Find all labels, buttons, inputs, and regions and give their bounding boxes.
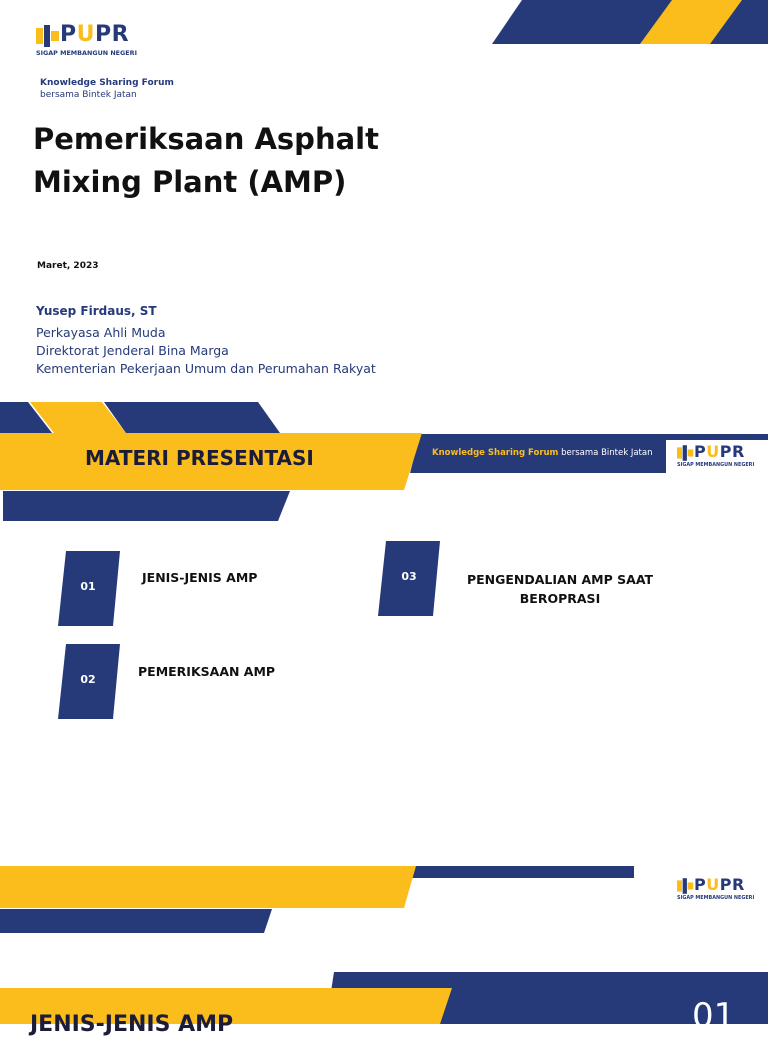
- author-ministry: Kementerian Pekerjaan Umum dan Perumahan Rakyat: [36, 361, 376, 376]
- materi-heading: MATERI PRESENTASI: [85, 446, 314, 470]
- pupr-tagline: SIGAP MEMBANGUN NEGERI: [677, 895, 755, 901]
- item-label-pemeriksaan: PEMERIKSAAN AMP: [138, 664, 276, 679]
- presentation-date: Maret, 2023: [37, 261, 99, 271]
- pupr-wordmark: PUPR: [694, 875, 745, 894]
- forum-banner-rest: bersama Bintek Jatan: [558, 448, 653, 458]
- item-label-jenis: JENIS-JENIS AMP: [142, 570, 258, 585]
- author-role: Perkayasa Ahli Muda: [36, 325, 166, 340]
- item-number-02: 02: [80, 673, 96, 686]
- pupr-emblem-icon: [677, 878, 694, 894]
- author-name: Yusep Firdaus, ST: [36, 304, 157, 318]
- forum-line-1: Knowledge Sharing Forum: [40, 78, 174, 88]
- item-number-03: 03: [401, 570, 417, 583]
- section-number: 01: [692, 996, 736, 1036]
- forum-banner-highlight: Knowledge Sharing Forum: [432, 448, 559, 458]
- pupr-tagline: SIGAP MEMBANGUN NEGERI: [677, 462, 755, 468]
- forum-banner-text: [432, 448, 652, 458]
- slide3-banner: [0, 862, 768, 1024]
- item-label-pengendalian: PENGENDALIAN AMP SAAT BEROPRASI: [466, 572, 654, 606]
- pupr-logo-small: [677, 877, 762, 905]
- forum-line-2: bersama Bintek Jatan: [40, 90, 137, 100]
- page-title: Pemeriksaan Asphalt Mixing Plant (AMP): [33, 122, 379, 199]
- jenis-heading: JENIS-JENIS AMP: [30, 1012, 234, 1037]
- pupr-wordmark: PUPR: [694, 442, 745, 461]
- pupr-emblem-icon: [677, 445, 694, 461]
- pupr-logo-small: [677, 444, 762, 472]
- pupr-wordmark: PUPR: [60, 22, 130, 47]
- author-directorate: Direktorat Jenderal Bina Marga: [36, 343, 229, 358]
- item-number-01: 01: [80, 580, 96, 593]
- pupr-logo: [36, 24, 151, 60]
- pupr-emblem-icon: [36, 25, 60, 47]
- pupr-tagline: SIGAP MEMBANGUN NEGERI: [36, 49, 137, 57]
